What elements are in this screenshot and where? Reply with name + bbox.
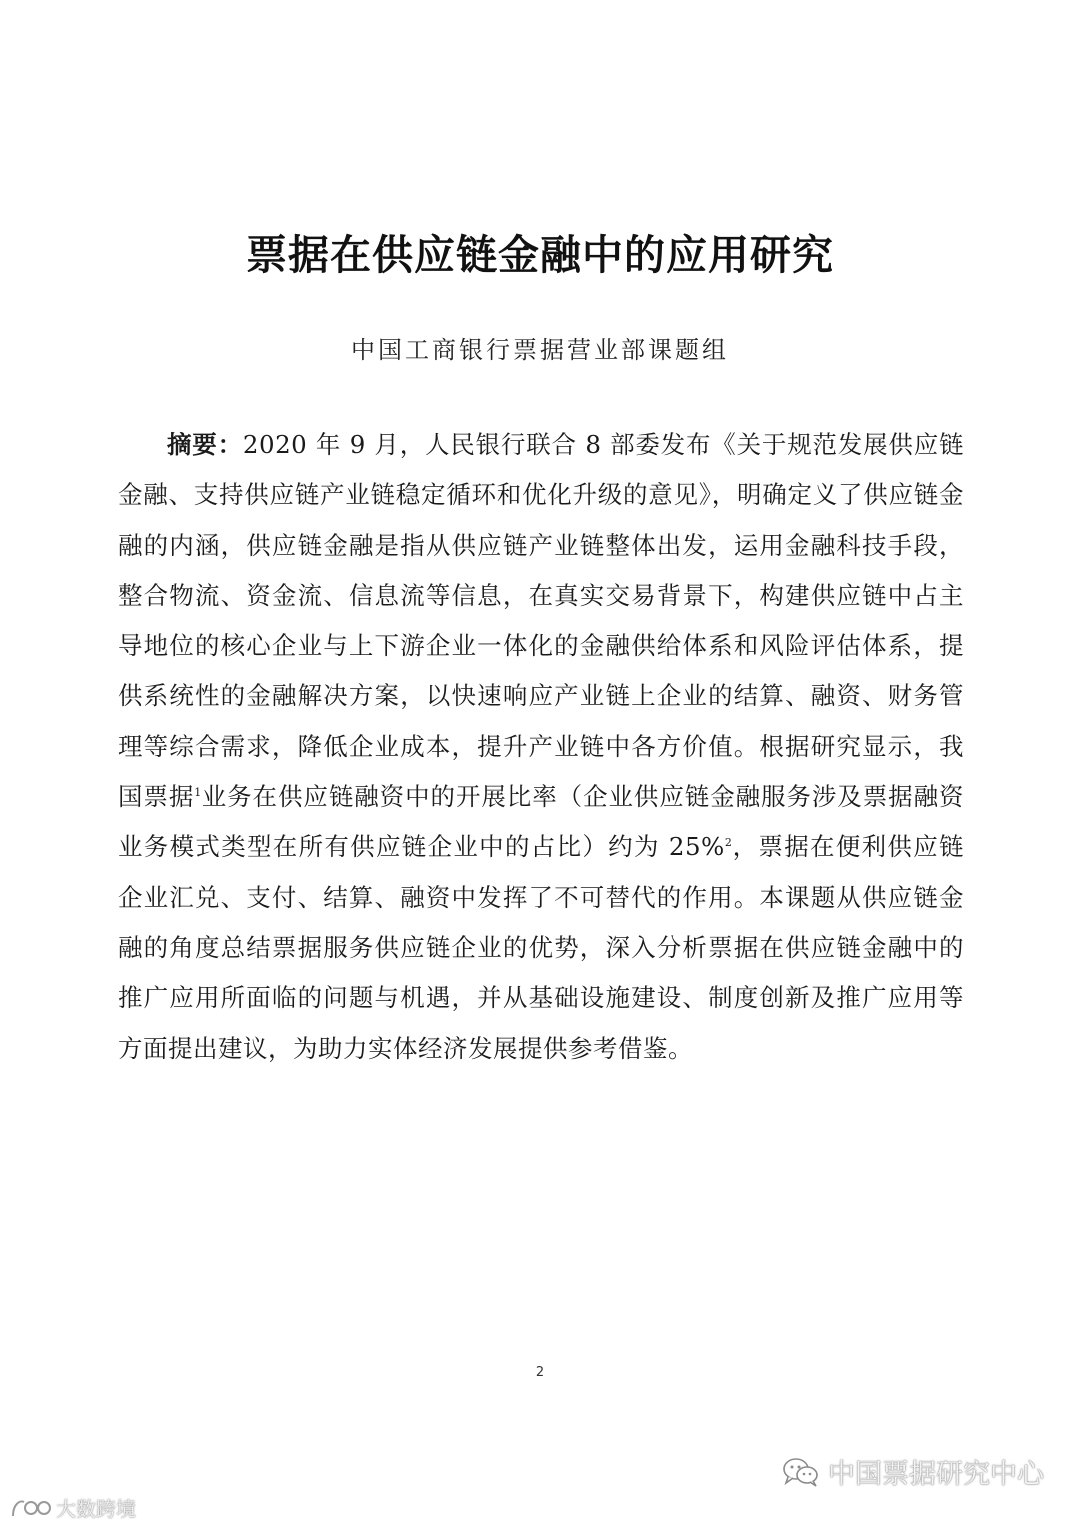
abstract-label: 摘要： xyxy=(167,430,243,459)
logo-icon xyxy=(10,1496,52,1520)
watermark-left-text: 大数跨境 xyxy=(56,1497,136,1521)
abstract-paragraph xyxy=(118,420,964,1074)
page-number: 2 xyxy=(535,1365,545,1380)
document-author: 中国工商银行票据营业部课题组 xyxy=(351,336,729,364)
watermark-right xyxy=(782,1452,1044,1491)
document-title: 票据在供应链金融中的应用研究 xyxy=(246,231,834,279)
watermark-right-text: 中国票据研究中心 xyxy=(828,1459,1044,1490)
abstract-text-part2: 业务在供应链融资中的开展比率（企业供应链金融服务涉及票据融资业务模式类型在所有供应链企业中的占比）约为 25% xyxy=(118,782,965,862)
abstract-text-part1: 2020 年 9 月，人民银行联合 8 部委发布《关于规范发展供应链金融、支持供应链产业链稳定循环和优化升级的意见》，明确定义了供应链金融的内涵，供应链金融是指从供应链产业链整体出发，运用金融科技手段，整合物流、资金流、信息流等信息，在真实交易背景下，构建供应链中占主导地位的核心企业与上下游企业一体化的金融供给体系和风险评估体系，提供系统性的金融解决方案，以快速响应产业链上企业的结算、融资、财务管理等综合需求，降低企业成本，提升产业链中各方价值。根据研究显示，我国票据 xyxy=(118,430,964,812)
footnote-marker-2: 2 xyxy=(724,836,732,850)
abstract-text-part3: ，票据在便利供应链企业汇兑、支付、结算、融资中发挥了不可替代的作用。本课题从供应链金融的角度总结票据服务供应链企业的优势，深入分析票据在供应链金融中的推广应用所面临的问题与机遇，并从基础设施建设、制度创新及推广应用等方面提出建议，为助力实体经济发展提供参考借鉴。 xyxy=(118,832,964,1063)
wechat-icon xyxy=(782,1456,820,1488)
watermark-left xyxy=(10,1493,136,1522)
footnote-marker-1: 1 xyxy=(194,785,202,799)
